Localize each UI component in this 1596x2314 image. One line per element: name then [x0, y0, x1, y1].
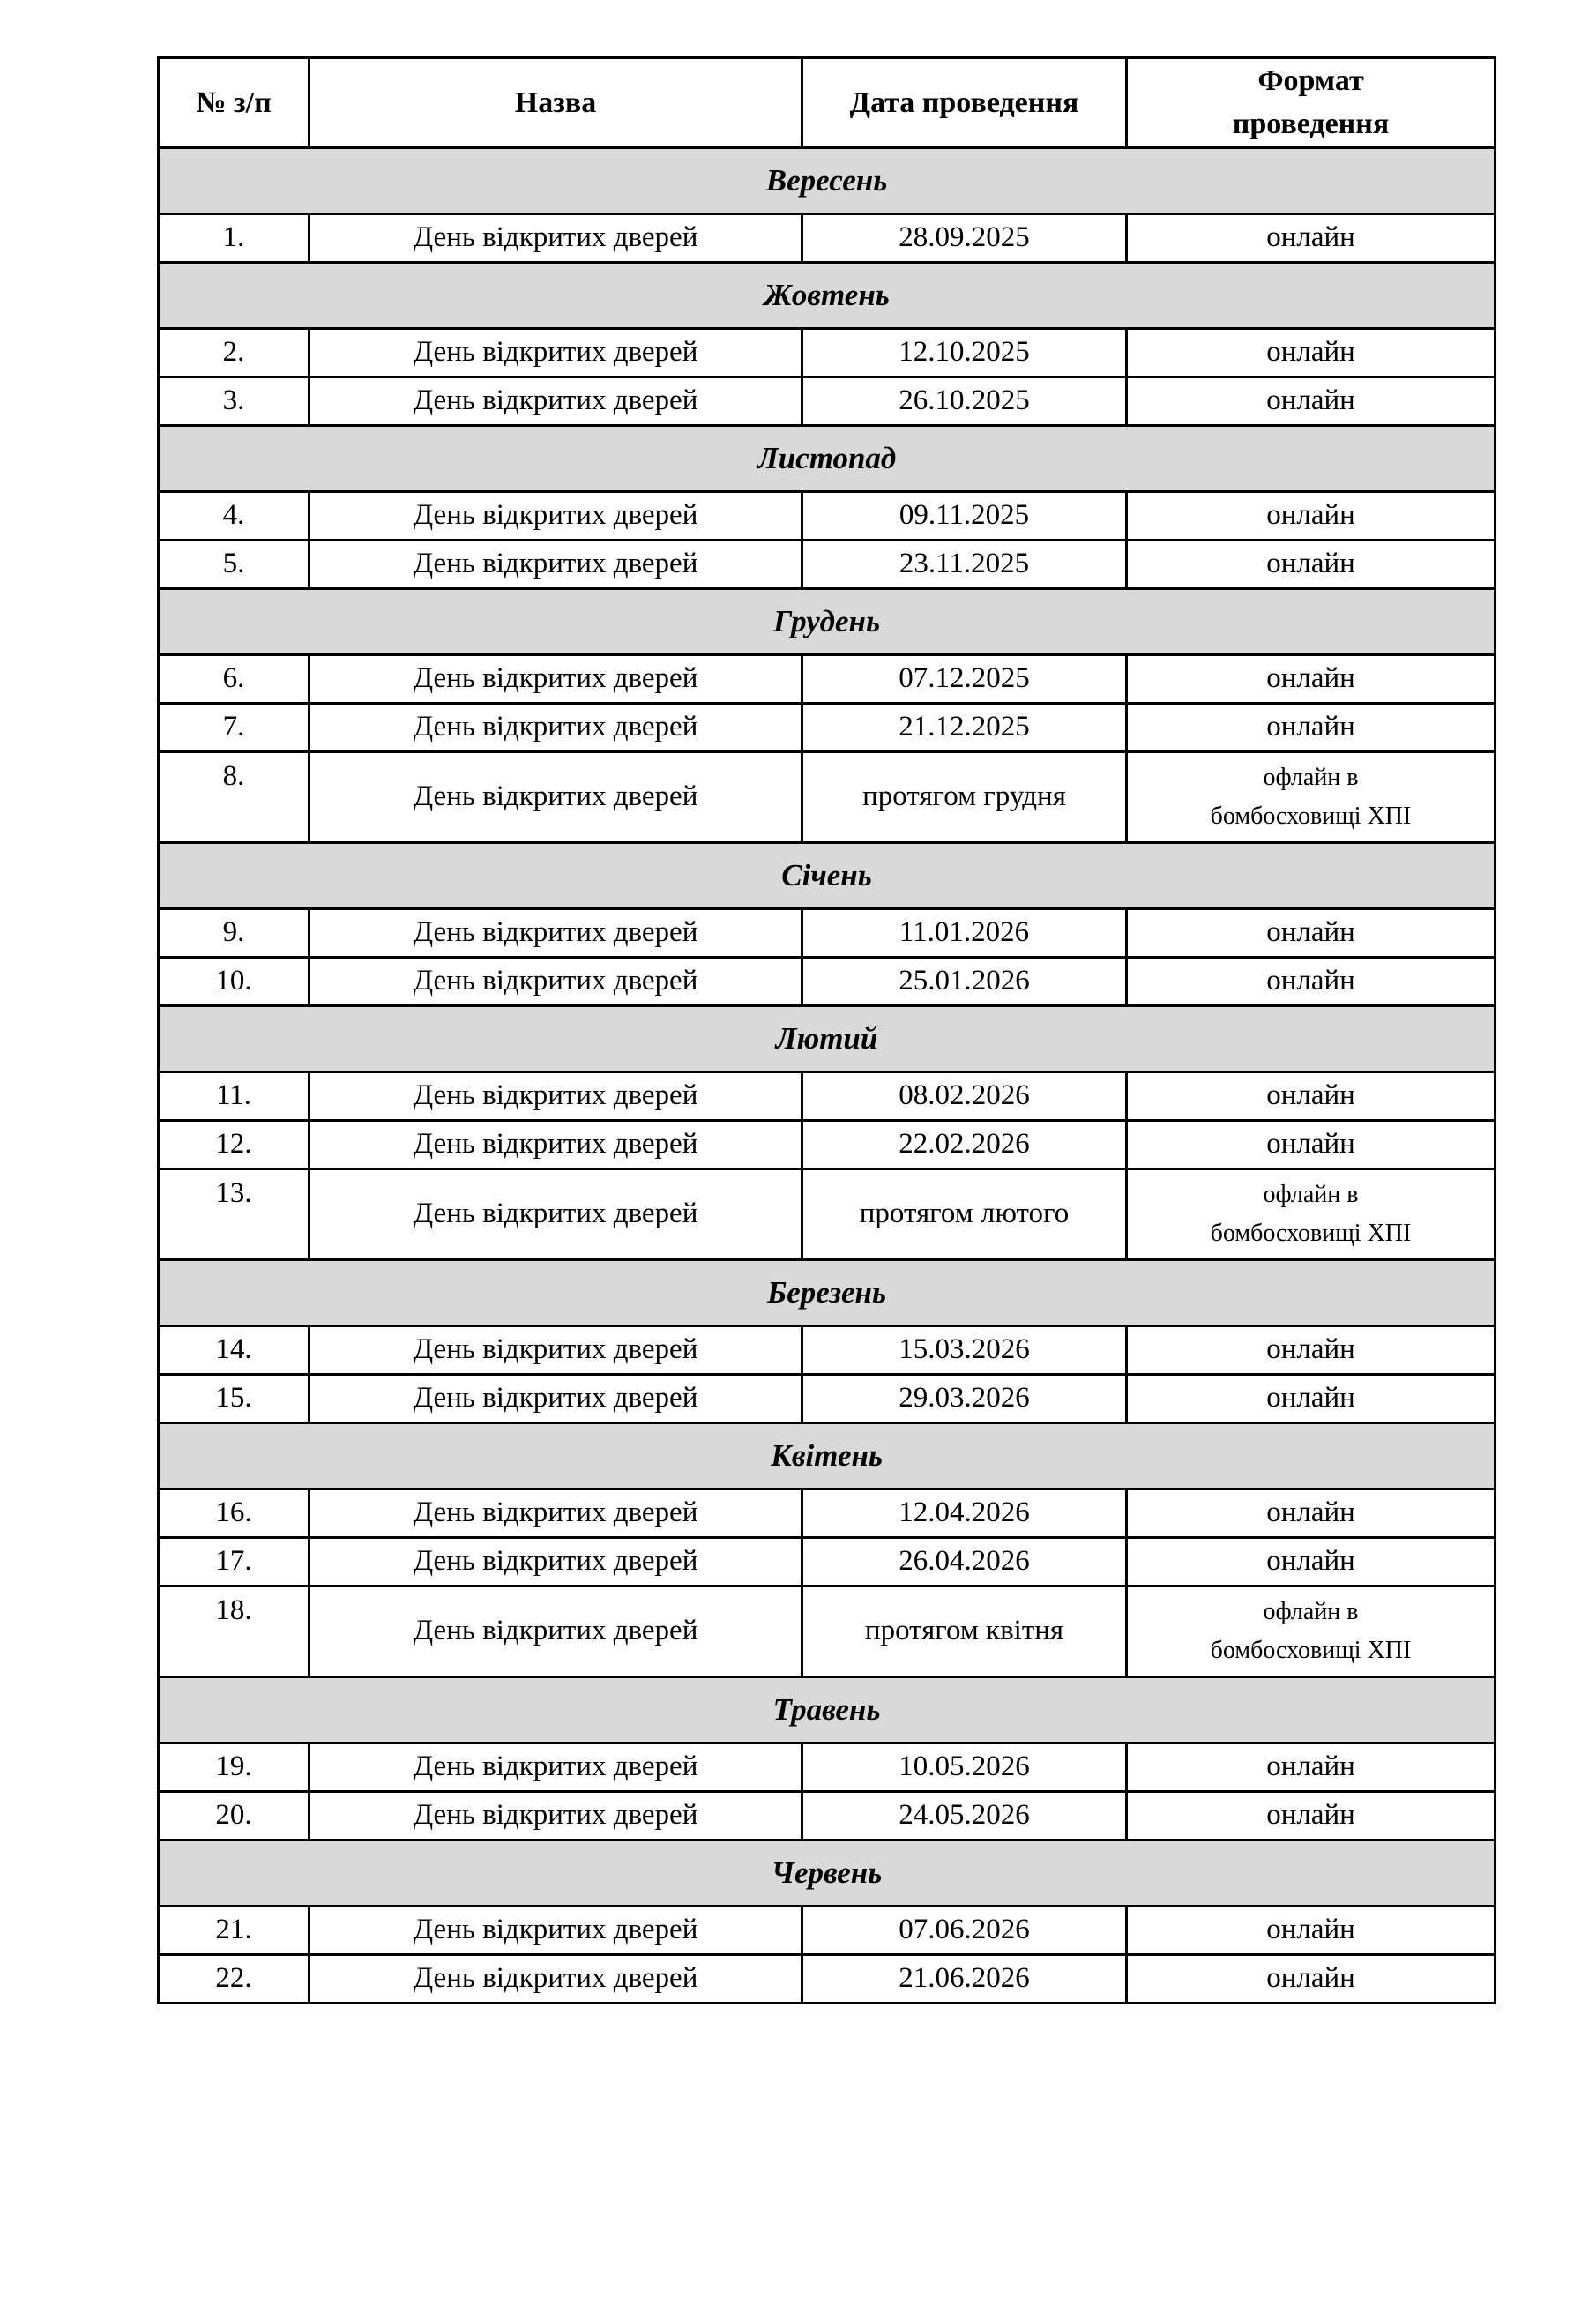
month-row-february	[159, 1005, 1495, 1071]
month-header: Жовтень	[159, 262, 1495, 328]
cell-date: 12.04.2026	[802, 1489, 1127, 1537]
cell-format: онлайн	[1127, 703, 1495, 751]
cell-num: 17.	[159, 1537, 310, 1586]
table-row	[159, 703, 1495, 751]
cell-name: День відкритих дверей	[310, 1906, 802, 1954]
cell-num: 16.	[159, 1489, 310, 1537]
cell-num: 8.	[159, 751, 310, 842]
cell-format	[1127, 1586, 1495, 1676]
month-header: Січень	[159, 842, 1495, 908]
cell-date: 25.01.2026	[802, 957, 1127, 1005]
cell-date: 07.12.2025	[802, 654, 1127, 703]
cell-name: День відкритих дверей	[310, 703, 802, 751]
table-row	[159, 908, 1495, 957]
cell-name: День відкритих дверей	[310, 1586, 802, 1676]
cell-date: 23.11.2025	[802, 540, 1127, 588]
cell-format	[1127, 1168, 1495, 1259]
cell-name: День відкритих дверей	[310, 491, 802, 540]
cell-num: 12.	[159, 1120, 310, 1168]
cell-format: онлайн	[1127, 1906, 1495, 1954]
cell-name: День відкритих дверей	[310, 1120, 802, 1168]
cell-format: онлайн	[1127, 377, 1495, 425]
cell-format: онлайн	[1127, 1537, 1495, 1586]
cell-date: 26.04.2026	[802, 1537, 1127, 1586]
cell-date: 22.02.2026	[802, 1120, 1127, 1168]
cell-num: 21.	[159, 1906, 310, 1954]
table-row	[159, 1120, 1495, 1168]
col-header-date: Дата проведення	[802, 58, 1127, 148]
table-row	[159, 751, 1495, 842]
cell-date: протягом квітня	[802, 1586, 1127, 1676]
cell-date: протягом лютого	[802, 1168, 1127, 1259]
cell-date: 09.11.2025	[802, 491, 1127, 540]
cell-num: 6.	[159, 654, 310, 703]
cell-date: 11.01.2026	[802, 908, 1127, 957]
table-row	[159, 1325, 1495, 1374]
cell-date: протягом грудня	[802, 751, 1127, 842]
cell-num: 20.	[159, 1791, 310, 1840]
table-row	[159, 213, 1495, 262]
cell-num: 19.	[159, 1743, 310, 1791]
month-header: Червень	[159, 1840, 1495, 1906]
month-row-april	[159, 1422, 1495, 1489]
cell-format: онлайн	[1127, 1489, 1495, 1537]
month-header: Березень	[159, 1259, 1495, 1325]
cell-format: онлайн	[1127, 1071, 1495, 1120]
cell-date: 29.03.2026	[802, 1374, 1127, 1422]
cell-num: 15.	[159, 1374, 310, 1422]
cell-format	[1127, 751, 1495, 842]
table-row	[159, 1586, 1495, 1676]
cell-name: День відкритих дверей	[310, 1954, 802, 2003]
cell-date: 21.12.2025	[802, 703, 1127, 751]
month-row-september	[159, 147, 1495, 213]
table-row	[159, 1489, 1495, 1537]
cell-format: онлайн	[1127, 654, 1495, 703]
table-row	[159, 1791, 1495, 1840]
cell-date: 10.05.2026	[802, 1743, 1127, 1791]
cell-num: 2.	[159, 328, 310, 377]
table-row	[159, 1374, 1495, 1422]
cell-name: День відкритих дверей	[310, 1168, 802, 1259]
cell-format: онлайн	[1127, 1374, 1495, 1422]
month-header: Квітень	[159, 1422, 1495, 1489]
table-row	[159, 377, 1495, 425]
table-row	[159, 1954, 1495, 2003]
cell-date: 07.06.2026	[802, 1906, 1127, 1954]
cell-num: 1.	[159, 213, 310, 262]
cell-name: День відкритих дверей	[310, 654, 802, 703]
month-row-june	[159, 1840, 1495, 1906]
cell-format-text: офлайн в бомбосховищі ХПІ	[1210, 1181, 1412, 1247]
cell-format: онлайн	[1127, 1325, 1495, 1374]
month-header: Травень	[159, 1676, 1495, 1743]
month-header: Вересень	[159, 147, 1495, 213]
cell-num: 22.	[159, 1954, 310, 2003]
cell-name: День відкритих дверей	[310, 957, 802, 1005]
cell-format: онлайн	[1127, 1954, 1495, 2003]
cell-num: 9.	[159, 908, 310, 957]
cell-name: День відкритих дверей	[310, 1537, 802, 1586]
table-row	[159, 1743, 1495, 1791]
cell-format: онлайн	[1127, 540, 1495, 588]
cell-date: 24.05.2026	[802, 1791, 1127, 1840]
cell-format: онлайн	[1127, 957, 1495, 1005]
cell-name: День відкритих дверей	[310, 540, 802, 588]
table-row	[159, 1071, 1495, 1120]
cell-format-text: офлайн в бомбосховищі ХПІ	[1210, 1598, 1412, 1664]
table-row	[159, 654, 1495, 703]
cell-name: День відкритих дверей	[310, 1743, 802, 1791]
cell-name: День відкритих дверей	[310, 751, 802, 842]
month-row-may	[159, 1676, 1495, 1743]
month-row-january	[159, 842, 1495, 908]
cell-date: 21.06.2026	[802, 1954, 1127, 2003]
cell-format: онлайн	[1127, 1791, 1495, 1840]
cell-num: 4.	[159, 491, 310, 540]
month-header: Грудень	[159, 588, 1495, 654]
header-row	[159, 58, 1495, 148]
cell-num: 7.	[159, 703, 310, 751]
month-header: Лютий	[159, 1005, 1495, 1071]
col-header-format-label: Формат проведення	[1232, 64, 1390, 141]
month-row-november	[159, 425, 1495, 491]
cell-num: 10.	[159, 957, 310, 1005]
cell-name: День відкритих дверей	[310, 1374, 802, 1422]
cell-num: 13.	[159, 1168, 310, 1259]
col-header-format	[1127, 58, 1495, 148]
cell-date: 26.10.2025	[802, 377, 1127, 425]
cell-num: 14.	[159, 1325, 310, 1374]
month-row-december	[159, 588, 1495, 654]
table-row	[159, 1537, 1495, 1586]
cell-name: День відкритих дверей	[310, 908, 802, 957]
cell-format: онлайн	[1127, 1743, 1495, 1791]
cell-num: 11.	[159, 1071, 310, 1120]
cell-format: онлайн	[1127, 491, 1495, 540]
table-row	[159, 540, 1495, 588]
col-header-name: Назва	[310, 58, 802, 148]
table-row	[159, 1168, 1495, 1259]
cell-format: онлайн	[1127, 328, 1495, 377]
table-row	[159, 1906, 1495, 1954]
table-row	[159, 957, 1495, 1005]
cell-date: 15.03.2026	[802, 1325, 1127, 1374]
month-row-october	[159, 262, 1495, 328]
cell-num: 5.	[159, 540, 310, 588]
cell-date: 12.10.2025	[802, 328, 1127, 377]
events-schedule-table	[157, 56, 1496, 2004]
cell-num: 3.	[159, 377, 310, 425]
col-header-num: № з/п	[159, 58, 310, 148]
table-row	[159, 491, 1495, 540]
cell-format: онлайн	[1127, 908, 1495, 957]
cell-name: День відкритих дверей	[310, 1791, 802, 1840]
cell-format: онлайн	[1127, 213, 1495, 262]
table-row	[159, 328, 1495, 377]
cell-name: День відкритих дверей	[310, 328, 802, 377]
cell-num: 18.	[159, 1586, 310, 1676]
cell-name: День відкритих дверей	[310, 1071, 802, 1120]
cell-format: онлайн	[1127, 1120, 1495, 1168]
cell-name: День відкритих дверей	[310, 213, 802, 262]
cell-format-text: офлайн в бомбосховищі ХПІ	[1210, 764, 1412, 830]
cell-name: День відкритих дверей	[310, 1325, 802, 1374]
cell-date: 08.02.2026	[802, 1071, 1127, 1120]
cell-name: День відкритих дверей	[310, 1489, 802, 1537]
cell-name: День відкритих дверей	[310, 377, 802, 425]
month-header: Листопад	[159, 425, 1495, 491]
month-row-march	[159, 1259, 1495, 1325]
cell-date: 28.09.2025	[802, 213, 1127, 262]
